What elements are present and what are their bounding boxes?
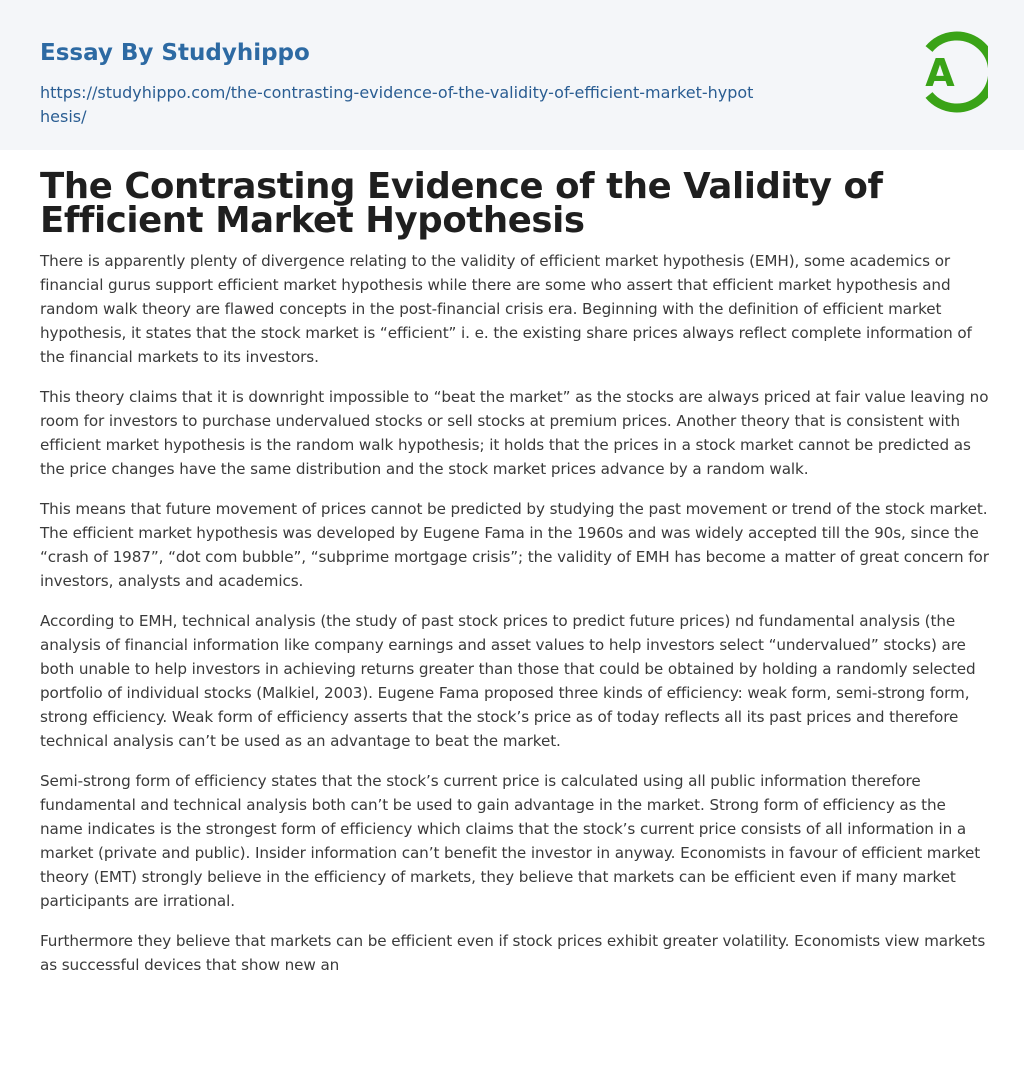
essay-paragraph: This theory claims that it is downright impossible to “beat the market” as the stocks are always priced at fair value leaving no room for investors to purchase undervalued stocks or sell stocks at premium prices. Another theory that is consistent with efficient market hypothesis is the random walk hypothesis; it holds that the prices in a stock market cannot be predicted as the price changes have the same distribution and the stock market prices advance by a random walk. (40, 388, 989, 478)
essay-paragraph: This means that future movement of prices cannot be predicted by studying the past movement or trend of the stock market. The efficient market hypothesis was developed by Eugene Fama in the 1960s and was widely accepted till the 90s, since the “crash of 1987”, “dot com bubble”, “subprime mortgage crisis”; the validity of EMH has become a matter of great concern for investors, analysts and academics. (40, 500, 989, 590)
source-url-link[interactable]: https://studyhippo.com/the-contrasting-evidence-of-the-validity-of-efficient-market-hypothesis/ (40, 83, 754, 126)
site-header (0, 0, 1024, 150)
essay-title: The Contrasting Evidence of the Validity of Efficient Market Hypothesis (40, 166, 883, 241)
essay-body (40, 249, 990, 993)
essay-paragraph: According to EMH, technical analysis (the study of past stock prices to predict future prices) nd fundamental analysis (the analysis of financial information like company earnings and asset values to help investors select “undervalued” stocks) are both unable to help investors in achieving returns greater than those that could be obtained by holding a randomly selected portfolio of individual stocks (Malkiel, 2003). Eugene Fama proposed three kinds of efficiency: weak form, semi-strong form, strong efficiency. Weak form of efficiency asserts that the stock’s price as of today reflects all its past prices and therefore technical analysis can’t be used as an advantage to beat the market. (40, 612, 976, 750)
site-title[interactable]: Essay By Studyhippo (40, 40, 310, 66)
essay-paragraph: There is apparently plenty of divergence relating to the validity of efficient market hypothesis (EMH), some academics or financial gurus support efficient market hypothesis while there are some who assert that efficient market hypothesis and random walk theory are flawed concepts in the post-financial crisis era. Beginning with the definition of efficient market hypothesis, it states that the stock market is “efficient” i. e. the existing share prices always reflect complete information of the financial markets to its investors. (40, 252, 972, 366)
studyhippo-logo-icon[interactable] (908, 28, 988, 116)
essay-paragraph: Furthermore they believe that markets can be efficient even if stock prices exhibit greater volatility. Economists view markets as successful devices that show new an (40, 932, 986, 974)
logo-letter: A (925, 51, 955, 95)
essay-paragraph: Semi-strong form of efficiency states that the stock’s current price is calculated using all public information therefore fundamental and technical analysis both can’t be used to gain advantage in the market. Strong form of efficiency as the name indicates is the strongest form of efficiency which claims that the stock’s current price consists of all information in a market (private and public). Insider information can’t benefit the investor in anyway. Economists in favour of efficient market theory (EMT) strongly believe in the efficiency of markets, they believe that markets can be efficient even if many market participants are irrational. (40, 772, 981, 910)
